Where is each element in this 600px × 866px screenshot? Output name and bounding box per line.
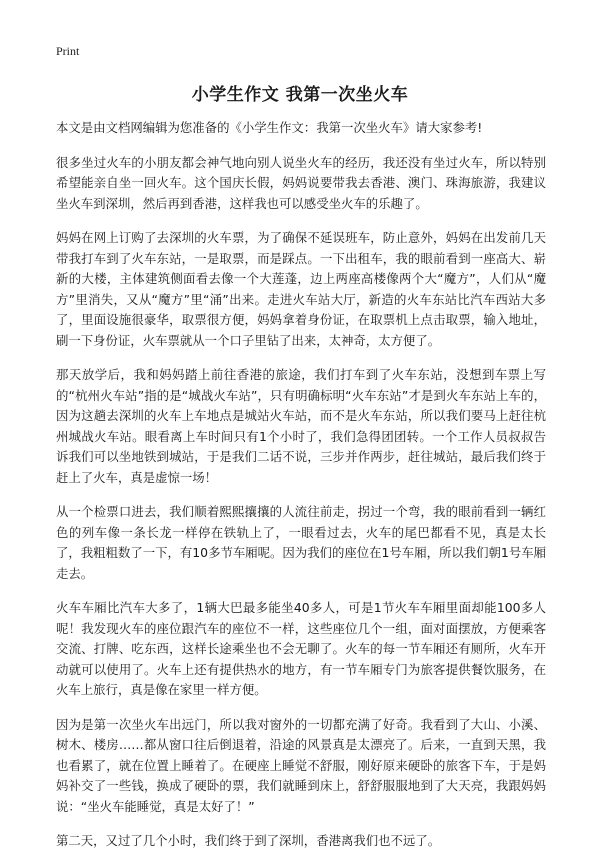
paragraph-4: 从一个检票口进去，我们顺着熙熙攘攘的人流往前走，拐过一个弯，我的眼前看到一辆红色的列车像一条长龙一样停在铁轨上了，一眼看过去，火车的尾巴都看不见，真是太长了，我粗粗数了一下，有10多节车厢呢。因为我们的座位在1号车厢，所以我们朝1号车厢走去。 (56, 504, 546, 581)
intro-paragraph: 本文是由文档网编辑为您准备的《小学生作文：我第一次坐火车》请大家参考! (56, 120, 483, 135)
paragraph-1: 很多坐过火车的小朋友都会神气地向别人说坐火车的经历，我还没有坐过火车，所以特别希望能亲自坐一回火车。这个国庆长假，妈妈说要带我去香港、澳门、珠海旅游，我建议坐火车到深圳，然后再到香港，这样我也可以感受坐火车的乐趣了。 (56, 154, 546, 211)
print-link[interactable]: Print (56, 44, 80, 58)
paragraph-6: 因为是第一次坐火车出远门，所以我对窗外的一切都充满了好奇。我看到了大山、小溪、树木、楼房……都从窗口往后倒退着，沿途的风景真是太漂亮了。后来，一直到天黑，我也看累了，就在位置上睡着了。在硬座上睡觉不舒服，刚好原来硬卧的旅客下车，于是妈妈补交了一些钱，换成了硬卧的票，我们就睡到床上，舒舒服服地到了大天亮，我跟妈妈说：“坐火车能睡觉，真是太好了！” (56, 716, 546, 814)
paragraph-3: 那天放学后，我和妈妈踏上前往香港的旅途，我们打车到了火车东站，没想到车票上写的“杭州火车站”指的是“城战火车站”，只有明确标明“火车东站”才是到火车东站上车的，因为这趟去深圳的火车上车地点是城站火车站，而不是火车东站，所以我们要马上赶往杭州城战火车站。眼看离上车时间只有1个小时了，我们急得团团转。一个工作人员叔叔告诉我们可以坐地铁到城站，于是我们二话不说，三步并作两步，赶往城站，最后我们终于赶上了火车，真是虚惊一场！ (56, 367, 546, 485)
article-title: 小学生作文 我第一次坐火车 (191, 85, 409, 105)
paragraph-7: 第二天，又过了几个小时，我们终于到了深圳，香港离我们也不远了。 (56, 833, 441, 848)
paragraph-5: 火车车厢比汽车大多了，1辆大巴最多能坐40多人，可是1节火车车厢里面却能100多人呢！我发现火车的座位跟汽车的座位不一样，这些座位几个一组，面对面摆放，方便乘客交流、打牌、吃东西，这样长途乘坐也不会无聊了。火车的每一节车厢还有厕所，火车开动就可以使用了。火车上还有提供热水的地方，有一节车厢专门为旅客提供餐饮服务，在火车上旅行，真是像在家里一样方便。 (56, 600, 546, 697)
article-body (56, 118, 546, 866)
paragraph-2: 妈妈在网上订购了去深圳的火车票，为了确保不延误班车，防止意外，妈妈在出发前几天带我打车到了火车东站，一是取票，而是踩点。一下出租车，我的眼前看到一座高大、崭新的大楼，主体建筑侧面看去像一个大莲蓬，边上两座高楼像两个大“魔方”，人们从“魔方”里消失，又从“魔方”里“涌”出来。走进火车站大厅，新造的火车东站比汽车西站大多了，里面设施很豪华，取票很方便，妈妈拿着身份证，在取票机上点击取票，输入地址，刷一下身份证，火车票就从一个口子里钻了出来，太神奇，太方便了。 (56, 230, 546, 348)
